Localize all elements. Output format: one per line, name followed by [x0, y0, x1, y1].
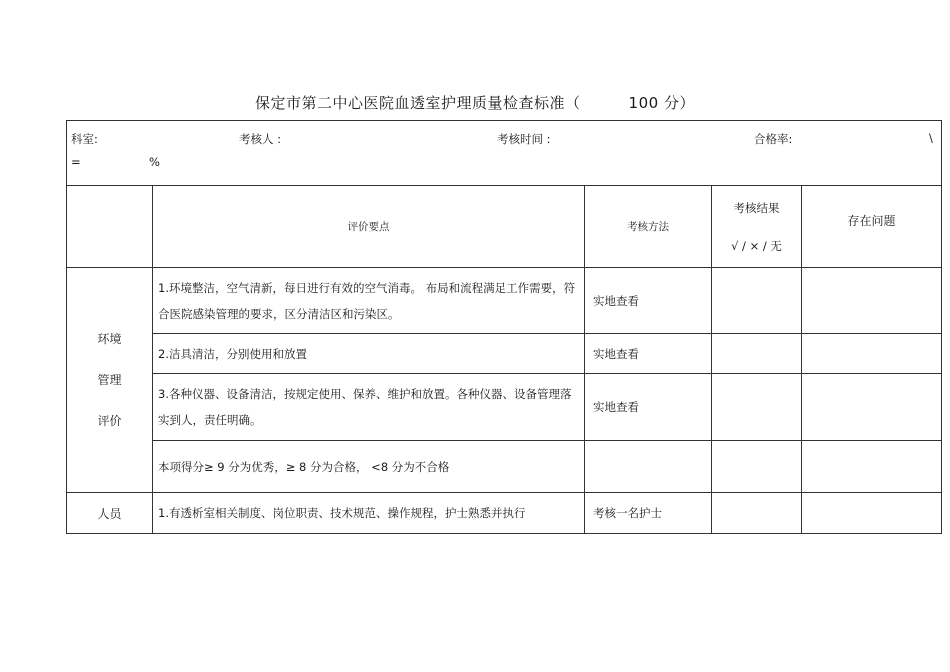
category-staff: 人员 [67, 493, 153, 534]
info-row [67, 121, 942, 186]
title-main: 保定市第二中心医院血透室护理质量检查标准（ [255, 94, 581, 112]
header-method: 考核方法 [585, 186, 712, 268]
page-title [0, 92, 950, 113]
category-environment [67, 268, 153, 493]
issue-cell[interactable] [802, 441, 942, 493]
department-label: 科室: [71, 132, 98, 146]
equals-mark: = [71, 155, 81, 169]
criterion-text: 1.有透析室相关制度、岗位职责、技术规范、操作规程，护士熟悉并执行 [153, 493, 585, 534]
header-points: 评价要点 [153, 186, 585, 268]
result-cell[interactable] [712, 268, 802, 334]
header-result-title: 考核结果 [733, 200, 780, 215]
issue-cell[interactable] [802, 334, 942, 374]
header-result-marks: √ / × / 无 [731, 238, 782, 253]
method-text [585, 441, 712, 493]
header-category [67, 186, 153, 268]
issue-cell[interactable] [802, 493, 942, 534]
method-text: 实地查看 [585, 268, 712, 334]
title-score: 100 分） [628, 94, 695, 112]
exam-time-label: 考核时间 : [497, 132, 551, 146]
criterion-text: 2.洁具清洁，分别使用和放置 [153, 334, 585, 374]
criterion-text: 3.各种仪器、设备清洁，按规定使用、保养、维护和放置。各种仪器、设备管理落实到人，责任明确。 [153, 374, 585, 441]
examiner-label: 考核人 : [239, 132, 282, 146]
issue-cell[interactable] [802, 374, 942, 441]
header-result [712, 186, 802, 268]
score-rule-text: 本项得分≥ 9 分为优秀，≥ 8 分为合格， <8 分为不合格 [153, 441, 585, 493]
result-cell[interactable] [712, 441, 802, 493]
criterion-text: 1.环境整洁，空气清新，每日进行有效的空气消毒。 布局和流程满足工作需要，符合医院感染管理的要求，区分清洁区和污染区。 [153, 268, 585, 334]
issue-cell[interactable] [802, 268, 942, 334]
category-env-line2: 管理 [97, 372, 122, 387]
slash-mark: \ [929, 131, 933, 145]
method-text: 实地查看 [585, 334, 712, 374]
inspection-table [66, 120, 942, 534]
percent-mark: % [149, 155, 160, 169]
method-text: 实地查看 [585, 374, 712, 441]
result-cell[interactable] [712, 493, 802, 534]
category-env-line1: 环境 [97, 331, 122, 346]
category-env-line3: 评价 [97, 413, 122, 428]
method-text: 考核一名护士 [585, 493, 712, 534]
pass-rate-label: 合格率: [754, 132, 793, 146]
result-cell[interactable] [712, 374, 802, 441]
header-issues: 存在问题 [802, 186, 942, 268]
result-cell[interactable] [712, 334, 802, 374]
